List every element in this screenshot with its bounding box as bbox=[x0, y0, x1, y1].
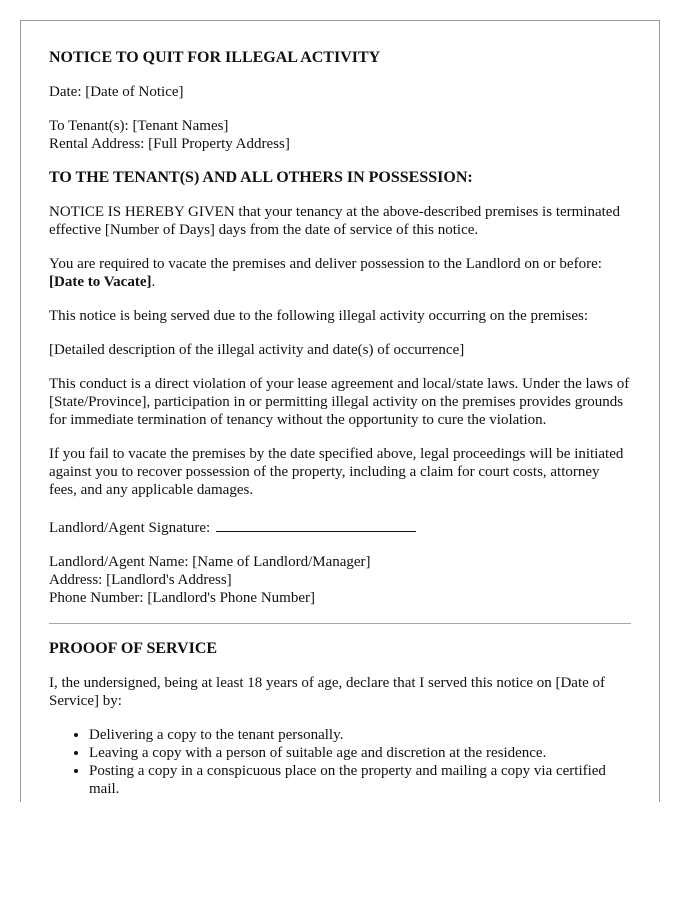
reason-paragraph: This notice is being served due to the following illegal activity occurring on the premises: bbox=[49, 308, 589, 324]
landlord-name: Landlord/Agent Name: [Name of Landlord/Manager] bbox=[49, 554, 371, 570]
to-tenants-heading: TO THE TENANT(S) AND ALL OTHERS IN POSSESSION: bbox=[49, 169, 473, 186]
vacate-paragraph bbox=[49, 255, 631, 291]
list-item: • Posting a copy in a conspicuous place on the property and mailing a copy via certified mail. bbox=[89, 762, 631, 798]
service-methods-list bbox=[49, 726, 631, 798]
vacate-text: You are required to vacate the premises and deliver possession to the Landlord on or before: bbox=[49, 256, 602, 272]
document-page bbox=[20, 20, 660, 802]
tenant-block bbox=[49, 117, 631, 153]
vacate-date: [Date to Vacate] bbox=[49, 274, 152, 290]
landlord-info-block bbox=[49, 553, 631, 607]
landlord-address: Address: [Landlord's Address] bbox=[49, 572, 232, 588]
service-declaration: I, the undersigned, being at least 18 years of age, declare that I served this notice on [Date of Service] by: bbox=[49, 675, 606, 709]
violation-paragraph: This conduct is a direct violation of your lease agreement and local/state laws. Under the laws of [State/Province], participation in or permitting illegal activity on the premises provides grounds for immediate termination of tenancy without the opportunity to cure the violation. bbox=[49, 376, 630, 428]
notice-given-paragraph: NOTICE IS HEREBY GIVEN that your tenancy at the above-described premises is terminated effective [Number of Days] days from the date of service of this notice. bbox=[49, 204, 620, 238]
section-divider bbox=[49, 623, 631, 624]
notice-date: Date: [Date of Notice] bbox=[49, 84, 184, 100]
list-item: • Leaving a copy with a person of suitable age and discretion at the residence. bbox=[89, 744, 631, 762]
document-content bbox=[21, 21, 659, 798]
signature-row bbox=[49, 515, 631, 537]
failure-paragraph: If you fail to vacate the premises by the date specified above, legal proceedings will be initiated against you to recover possession of the property, including a claim for court costs, attorney fees, and any applicable damages. bbox=[49, 446, 624, 498]
notice-title: NOTICE TO QUIT FOR ILLEGAL ACTIVITY bbox=[49, 49, 381, 66]
signature-line[interactable] bbox=[216, 515, 416, 532]
vacate-period: . bbox=[151, 274, 156, 290]
tenant-names: To Tenant(s): [Tenant Names] bbox=[49, 118, 229, 134]
list-item: • Delivering a copy to the tenant personally. bbox=[89, 726, 631, 744]
activity-description: [Detailed description of the illegal activity and date(s) of occurrence] bbox=[49, 342, 465, 358]
landlord-phone: Phone Number: [Landlord's Phone Number] bbox=[49, 590, 315, 606]
signature-label: Landlord/Agent Signature: bbox=[49, 520, 211, 536]
proof-of-service-heading: PROOOF OF SERVICE bbox=[49, 640, 218, 657]
rental-address: Rental Address: [Full Property Address] bbox=[49, 136, 290, 152]
